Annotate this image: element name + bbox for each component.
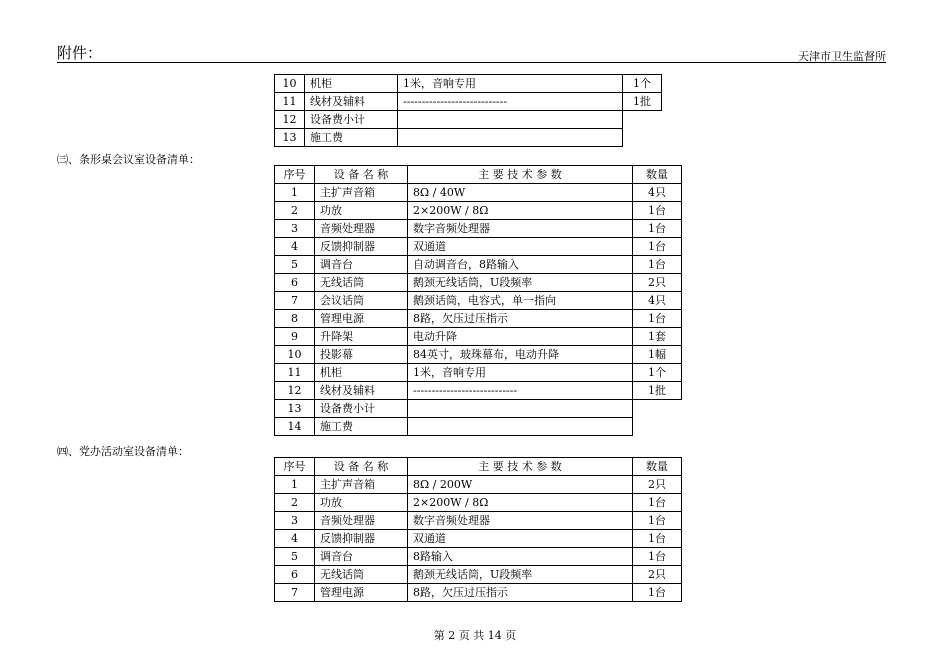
table-row bbox=[275, 75, 662, 93]
row-number: 14 bbox=[275, 418, 315, 436]
table-row bbox=[275, 256, 682, 274]
section-4-title: ㈣、党办活动室设备清单： bbox=[57, 445, 189, 458]
row-number: 13 bbox=[275, 129, 305, 147]
section-3-title: ㈢、条形桌会议室设备清单： bbox=[57, 153, 200, 166]
equipment-name: 投影幕 bbox=[315, 346, 408, 364]
technical-spec: 电动升降 bbox=[408, 328, 633, 346]
row-number: 7 bbox=[275, 292, 315, 310]
row-number: 12 bbox=[275, 382, 315, 400]
table-row bbox=[275, 382, 682, 400]
quantity: 1个 bbox=[633, 364, 682, 382]
header-divider bbox=[57, 62, 886, 63]
row-number: 4 bbox=[275, 238, 315, 256]
header-spec: 主 要 技 术 参 数 bbox=[408, 166, 633, 184]
technical-spec: 数字音频处理器 bbox=[408, 512, 633, 530]
technical-spec: 双通道 bbox=[408, 530, 633, 548]
technical-spec: 1米，音响专用 bbox=[398, 75, 623, 93]
quantity: 2只 bbox=[633, 566, 682, 584]
technical-spec: 鹅颈无线话筒，U段频率 bbox=[408, 566, 633, 584]
organization-name: 天津市卫生监督所 bbox=[798, 50, 886, 63]
quantity bbox=[623, 111, 662, 129]
quantity: 1幅 bbox=[633, 346, 682, 364]
technical-spec: 自动调音台，8路输入 bbox=[408, 256, 633, 274]
equipment-name: 线材及辅料 bbox=[315, 382, 408, 400]
header-name: 设 备 名 称 bbox=[315, 458, 408, 476]
equipment-name: 施工费 bbox=[305, 129, 398, 147]
quantity: 1台 bbox=[633, 202, 682, 220]
header-qty: 数量 bbox=[633, 458, 682, 476]
technical-spec: 鹅颈话筒，电容式，单一指向 bbox=[408, 292, 633, 310]
table-row bbox=[275, 292, 682, 310]
row-number: 6 bbox=[275, 566, 315, 584]
table-row bbox=[275, 364, 682, 382]
equipment-name: 调音台 bbox=[315, 548, 408, 566]
technical-spec: 8Ω / 200W bbox=[408, 476, 633, 494]
row-number: 4 bbox=[275, 530, 315, 548]
equipment-name: 反馈抑制器 bbox=[315, 530, 408, 548]
equipment-table-section-3 bbox=[274, 165, 682, 436]
technical-spec: 2×200W / 8Ω bbox=[408, 494, 633, 512]
quantity: 2只 bbox=[633, 476, 682, 494]
technical-spec: 双通道 bbox=[408, 238, 633, 256]
table-row bbox=[275, 400, 682, 418]
technical-spec: 84英寸，玻珠幕布，电动升降 bbox=[408, 346, 633, 364]
row-number: 5 bbox=[275, 548, 315, 566]
technical-spec: ---------------------------- bbox=[398, 93, 623, 111]
technical-spec: 2×200W / 8Ω bbox=[408, 202, 633, 220]
quantity: 1台 bbox=[633, 548, 682, 566]
row-number: 2 bbox=[275, 202, 315, 220]
row-number: 6 bbox=[275, 274, 315, 292]
equipment-name: 线材及辅料 bbox=[305, 93, 398, 111]
header-spec: 主 要 技 术 参 数 bbox=[408, 458, 633, 476]
table-row bbox=[275, 346, 682, 364]
technical-spec bbox=[408, 418, 633, 436]
attachment-label: 附件： bbox=[57, 44, 103, 62]
equipment-name: 机柜 bbox=[315, 364, 408, 382]
quantity bbox=[633, 418, 682, 436]
table-row bbox=[275, 418, 682, 436]
equipment-name: 设备费小计 bbox=[305, 111, 398, 129]
quantity: 1台 bbox=[633, 220, 682, 238]
row-number: 7 bbox=[275, 584, 315, 602]
quantity: 1批 bbox=[633, 382, 682, 400]
technical-spec: 鹅颈无线话筒，U段频率 bbox=[408, 274, 633, 292]
quantity: 1台 bbox=[633, 530, 682, 548]
table-row bbox=[275, 129, 662, 147]
equipment-table-section-4 bbox=[274, 457, 682, 602]
header-name: 设 备 名 称 bbox=[315, 166, 408, 184]
row-number: 13 bbox=[275, 400, 315, 418]
table-row bbox=[275, 328, 682, 346]
table-row bbox=[275, 566, 682, 584]
header-no: 序号 bbox=[275, 166, 315, 184]
technical-spec bbox=[408, 400, 633, 418]
header-qty: 数量 bbox=[633, 166, 682, 184]
quantity: 1台 bbox=[633, 512, 682, 530]
row-number: 1 bbox=[275, 184, 315, 202]
equipment-name: 管理电源 bbox=[315, 584, 408, 602]
equipment-name: 机柜 bbox=[305, 75, 398, 93]
equipment-name: 音频处理器 bbox=[315, 512, 408, 530]
equipment-name: 设备费小计 bbox=[315, 400, 408, 418]
row-number: 12 bbox=[275, 111, 305, 129]
row-number: 9 bbox=[275, 328, 315, 346]
table-row bbox=[275, 310, 682, 328]
quantity: 1台 bbox=[633, 238, 682, 256]
row-number: 3 bbox=[275, 220, 315, 238]
row-number: 8 bbox=[275, 310, 315, 328]
row-number: 2 bbox=[275, 494, 315, 512]
equipment-name: 无线话筒 bbox=[315, 566, 408, 584]
table-row bbox=[275, 274, 682, 292]
table-row bbox=[275, 530, 682, 548]
table-row bbox=[275, 220, 682, 238]
equipment-name: 调音台 bbox=[315, 256, 408, 274]
row-number: 11 bbox=[275, 93, 305, 111]
technical-spec: ---------------------------- bbox=[408, 382, 633, 400]
equipment-name: 施工费 bbox=[315, 418, 408, 436]
quantity bbox=[623, 129, 662, 147]
equipment-name: 管理电源 bbox=[315, 310, 408, 328]
equipment-name: 会议话筒 bbox=[315, 292, 408, 310]
page-number: 第 2 页 共 14 页 bbox=[433, 629, 517, 642]
quantity: 4只 bbox=[633, 292, 682, 310]
table-row bbox=[275, 202, 682, 220]
quantity: 1台 bbox=[633, 494, 682, 512]
technical-spec: 8路输入 bbox=[408, 548, 633, 566]
equipment-name: 反馈抑制器 bbox=[315, 238, 408, 256]
table-row bbox=[275, 512, 682, 530]
quantity: 4只 bbox=[633, 184, 682, 202]
quantity bbox=[633, 400, 682, 418]
table-row bbox=[275, 184, 682, 202]
technical-spec: 8Ω / 40W bbox=[408, 184, 633, 202]
row-number: 1 bbox=[275, 476, 315, 494]
quantity: 1个 bbox=[623, 75, 662, 93]
technical-spec: 1米，音响专用 bbox=[408, 364, 633, 382]
table-row bbox=[275, 476, 682, 494]
quantity: 1台 bbox=[633, 310, 682, 328]
table-row bbox=[275, 238, 682, 256]
technical-spec: 8路，欠压过压指示 bbox=[408, 310, 633, 328]
table-header-row bbox=[275, 166, 682, 184]
table-row bbox=[275, 548, 682, 566]
equipment-table-continued bbox=[274, 74, 662, 147]
table-row bbox=[275, 494, 682, 512]
technical-spec bbox=[398, 129, 623, 147]
equipment-name: 主扩声音箱 bbox=[315, 184, 408, 202]
quantity: 1套 bbox=[633, 328, 682, 346]
equipment-name: 无线话筒 bbox=[315, 274, 408, 292]
row-number: 11 bbox=[275, 364, 315, 382]
quantity: 1批 bbox=[623, 93, 662, 111]
quantity: 1台 bbox=[633, 584, 682, 602]
equipment-name: 主扩声音箱 bbox=[315, 476, 408, 494]
equipment-name: 升降架 bbox=[315, 328, 408, 346]
technical-spec: 数字音频处理器 bbox=[408, 220, 633, 238]
equipment-name: 功放 bbox=[315, 494, 408, 512]
quantity: 2只 bbox=[633, 274, 682, 292]
equipment-name: 音频处理器 bbox=[315, 220, 408, 238]
table-row bbox=[275, 93, 662, 111]
table-row bbox=[275, 584, 682, 602]
row-number: 3 bbox=[275, 512, 315, 530]
technical-spec bbox=[398, 111, 623, 129]
table-header-row bbox=[275, 458, 682, 476]
row-number: 10 bbox=[275, 75, 305, 93]
row-number: 10 bbox=[275, 346, 315, 364]
row-number: 5 bbox=[275, 256, 315, 274]
technical-spec: 8路，欠压过压指示 bbox=[408, 584, 633, 602]
equipment-name: 功放 bbox=[315, 202, 408, 220]
header-no: 序号 bbox=[275, 458, 315, 476]
table-row bbox=[275, 111, 662, 129]
quantity: 1台 bbox=[633, 256, 682, 274]
